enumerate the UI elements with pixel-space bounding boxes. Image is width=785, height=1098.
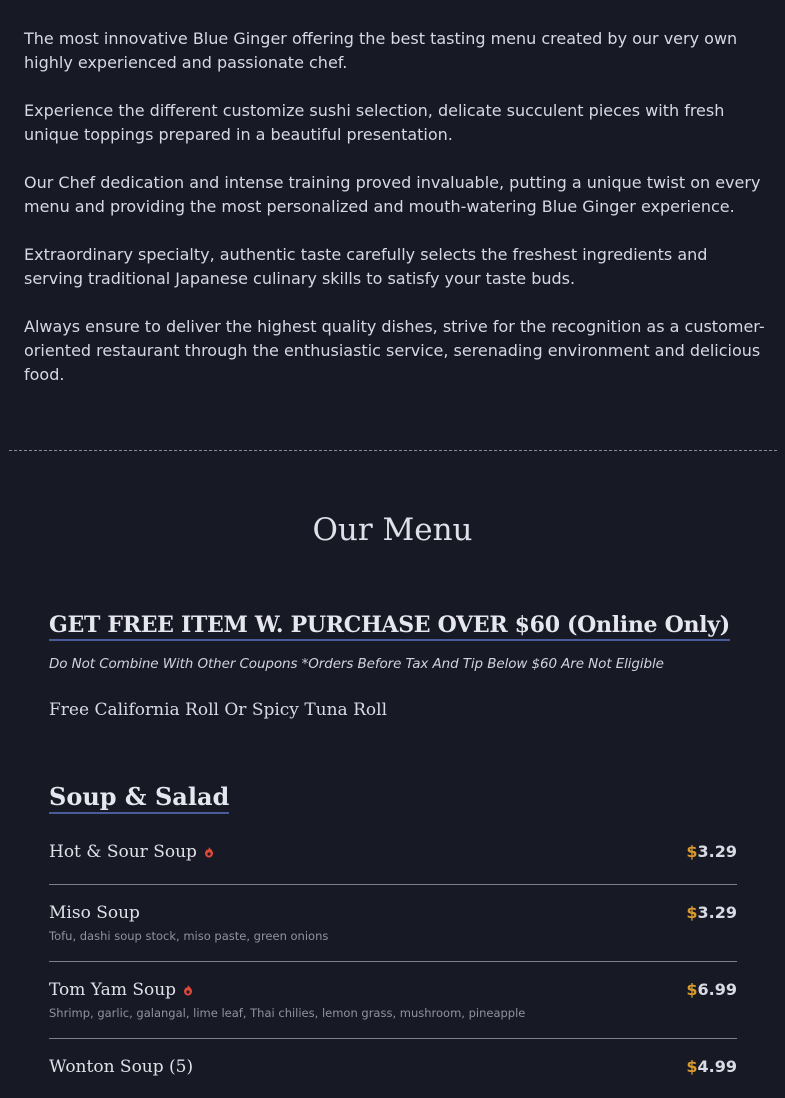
promo-title [49,612,730,638]
menu-title: Our Menu [312,512,473,548]
spicy-icon [182,984,194,996]
menu-item[interactable] [49,980,737,1020]
promo-item: Free California Roll Or Spicy Tuna Roll [49,700,387,720]
item-divider [49,961,737,962]
price-value: 4.99 [697,1057,737,1076]
intro-paragraph: The most innovative Blue Ginger offering the best tasting menu created by our very own highly experienced and passionate chef. [24,29,738,72]
promo-note: Do Not Combine With Other Coupons *Orders Before Tax And Tip Below $60 Are Not Eligible [49,656,664,672]
menu-item-price [686,1057,737,1076]
menu-item-name: Tom Yam Soup [49,980,177,1000]
section-title [49,782,229,811]
price-value: 6.99 [697,980,737,999]
menu-item-name-row [49,842,737,862]
currency-symbol: $ [686,903,698,922]
intro-paragraph: Experience the different customize sushi selection, delicate succulent pieces with fresh unique toppings prepared in a beautiful presentation. [24,101,725,144]
intro-paragraph: Always ensure to deliver the highest quality dishes, strive for the recognition as a customer-oriented restaurant through the enthusiastic service, serenading environment and delicious food. [24,317,765,384]
price-value: 3.29 [697,842,737,861]
menu-item-price [686,903,737,922]
menu-item[interactable] [49,1057,737,1077]
menu-item-name: Miso Soup [49,903,140,923]
spicy-icon [203,846,215,858]
currency-symbol: $ [686,980,698,999]
menu-item[interactable] [49,842,737,862]
currency-symbol: $ [686,1057,698,1076]
menu-item-description: Tofu, dashi soup stock, miso paste, green onions [49,929,329,943]
section-divider [9,450,777,451]
intro-paragraph: Extraordinary specialty, authentic taste carefully selects the freshest ingredients and serving traditional Japanese culinary skills to satisfy your taste buds. [24,245,708,288]
item-divider [49,884,737,885]
menu-item-price [686,980,737,999]
promo-title-text: GET FREE ITEM W. PURCHASE OVER $60 (Online Only) [49,612,730,641]
about-text [24,27,769,411]
menu-item-name: Hot & Sour Soup [49,842,197,862]
menu-item-name-row [49,903,737,923]
menu-item-price [686,842,737,861]
section-title-text: Soup & Salad [49,782,229,814]
menu-item-name-row [49,1057,737,1077]
currency-symbol: $ [686,842,698,861]
price-value: 3.29 [697,903,737,922]
menu-item-name: Wonton Soup (5) [49,1057,194,1077]
menu-item[interactable] [49,903,737,943]
menu-item-description: Shrimp, garlic, galangal, lime leaf, Thai chilies, lemon grass, mushroom, pineapple [49,1006,526,1020]
intro-paragraph: Our Chef dedication and intense training proved invaluable, putting a unique twist on every menu and providing the most personalized and mouth-watering Blue Ginger experience. [24,173,761,216]
item-divider [49,1038,737,1039]
menu-item-name-row [49,980,737,1000]
